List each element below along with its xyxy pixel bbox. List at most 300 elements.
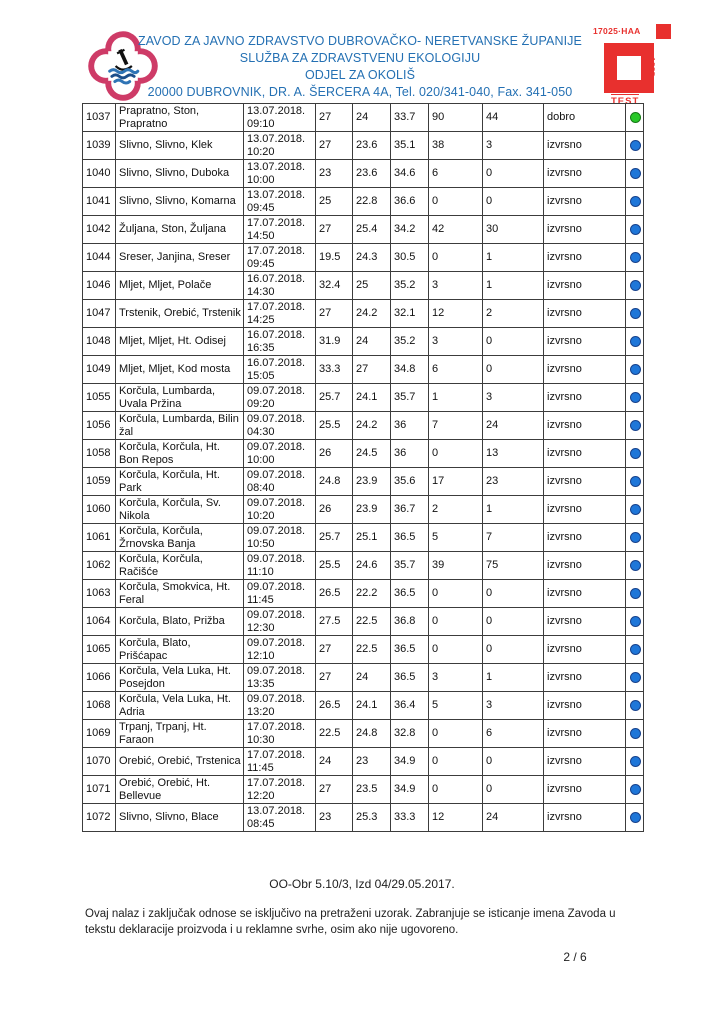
cell-location: Mljet, Mljet, Ht. Odisej [116, 328, 244, 356]
cell-value-4: 17 [429, 468, 483, 496]
sample-time: 10:00 [247, 453, 275, 466]
cell-value-3: 36.5 [391, 664, 429, 692]
table-row [83, 608, 644, 636]
cell-sample-id: 1044 [83, 244, 116, 272]
cell-sample-id: 1041 [83, 188, 116, 216]
cell-value-4: 0 [429, 748, 483, 776]
status-dot-icon [630, 224, 641, 235]
cell-location: Trstenik, Orebić, Trstenik [116, 300, 244, 328]
cell-value-2: 23 [353, 748, 391, 776]
status-dot-icon [630, 112, 641, 123]
table-row [83, 496, 644, 524]
sample-time: 12:30 [247, 621, 275, 634]
cell-value-4: 39 [429, 552, 483, 580]
cell-sample-id: 1071 [83, 776, 116, 804]
cell-value-3: 34.8 [391, 356, 429, 384]
cell-sample-id: 1072 [83, 804, 116, 832]
letterhead [110, 33, 610, 101]
cell-sample-id: 1061 [83, 524, 116, 552]
cell-status [626, 160, 644, 188]
sample-time: 09:45 [247, 257, 275, 270]
cell-value-2: 27 [353, 356, 391, 384]
sample-date: 16.07.2018. [247, 273, 306, 285]
cell-value-2: 25.3 [353, 804, 391, 832]
cell-sample-id: 1042 [83, 216, 116, 244]
cell-sample-id: 1048 [83, 328, 116, 356]
table-row [83, 580, 644, 608]
cell-datetime [244, 244, 316, 272]
institute-name: ZAVOD ZA JAVNO ZDRAVSTVO DUBROVAČKO- NERETVANSKE ŽUPANIJE [138, 34, 582, 48]
cell-value-4: 12 [429, 804, 483, 832]
status-dot-icon [630, 168, 641, 179]
cell-sample-id: 1039 [83, 132, 116, 160]
cell-location: Korčula, Korčula, Ht. Bon Repos [116, 440, 244, 468]
cell-rating: dobro [544, 104, 626, 132]
table-row [83, 384, 644, 412]
sample-time: 16:35 [247, 341, 275, 354]
table-row [83, 636, 644, 664]
cell-rating: izvrsno [544, 160, 626, 188]
cell-location: Mljet, Mljet, Polače [116, 272, 244, 300]
status-dot-icon [630, 616, 641, 627]
cell-datetime [244, 188, 316, 216]
sample-date: 09.07.2018. [247, 553, 306, 565]
cell-value-1: 27 [316, 636, 353, 664]
cell-value-2: 23.9 [353, 468, 391, 496]
table-row [83, 748, 644, 776]
cell-datetime [244, 440, 316, 468]
sample-time: 12:20 [247, 789, 275, 802]
table-row [83, 776, 644, 804]
sample-date: 09.07.2018. [247, 637, 306, 649]
cell-datetime [244, 748, 316, 776]
cell-sample-id: 1062 [83, 552, 116, 580]
cell-datetime [244, 524, 316, 552]
table-row [83, 804, 644, 832]
cell-datetime [244, 272, 316, 300]
table-row [83, 132, 644, 160]
cell-datetime [244, 328, 316, 356]
cell-value-5: 0 [483, 580, 544, 608]
cell-value-4: 3 [429, 272, 483, 300]
table-row [83, 552, 644, 580]
cell-sample-id: 1046 [83, 272, 116, 300]
cell-value-1: 25.7 [316, 384, 353, 412]
cell-rating: izvrsno [544, 272, 626, 300]
cell-value-2: 25 [353, 272, 391, 300]
cell-status [626, 132, 644, 160]
cell-value-4: 5 [429, 524, 483, 552]
cell-value-5: 7 [483, 524, 544, 552]
status-dot-icon [630, 476, 641, 487]
cell-sample-id: 1068 [83, 692, 116, 720]
accreditation-number: 17025·HAA [593, 26, 641, 36]
sample-date: 17.07.2018. [247, 301, 306, 313]
cell-value-3: 36.5 [391, 524, 429, 552]
cell-datetime [244, 636, 316, 664]
cell-location: Korčula, Vela Luka, Ht. Posejdon [116, 664, 244, 692]
sample-time: 11:45 [247, 761, 274, 774]
sample-time: 15:05 [247, 369, 275, 382]
cell-value-4: 38 [429, 132, 483, 160]
cell-rating: izvrsno [544, 664, 626, 692]
sample-date: 09.07.2018. [247, 693, 306, 705]
cell-value-1: 27 [316, 104, 353, 132]
cell-value-1: 31.9 [316, 328, 353, 356]
department-name: SLUŽBA ZA ZDRAVSTVENU EKOLOGIJU [239, 51, 481, 65]
cell-value-3: 34.2 [391, 216, 429, 244]
cell-value-2: 24 [353, 664, 391, 692]
table-row [83, 104, 644, 132]
cell-value-4: 5 [429, 692, 483, 720]
cell-value-1: 27 [316, 216, 353, 244]
cell-value-3: 34.9 [391, 748, 429, 776]
cell-location: Korčula, Blato, Prižba [116, 608, 244, 636]
table-row [83, 692, 644, 720]
results-table [82, 103, 644, 832]
cell-value-2: 22.2 [353, 580, 391, 608]
sample-date: 13.07.2018. [247, 105, 306, 117]
table-row [83, 664, 644, 692]
cell-status [626, 636, 644, 664]
cell-value-4: 0 [429, 720, 483, 748]
sample-date: 13.07.2018. [247, 133, 306, 145]
cell-value-3: 36 [391, 440, 429, 468]
cell-value-4: 0 [429, 608, 483, 636]
cell-location: Korčula, Lumbarda, Uvala Pržina [116, 384, 244, 412]
cell-value-5: 1 [483, 496, 544, 524]
cell-value-5: 0 [483, 608, 544, 636]
cell-datetime [244, 552, 316, 580]
cell-rating: izvrsno [544, 440, 626, 468]
cell-value-3: 36.4 [391, 692, 429, 720]
cell-datetime [244, 720, 316, 748]
cell-location: Orebić, Orebić, Trstenica [116, 748, 244, 776]
cell-value-3: 36.8 [391, 608, 429, 636]
cell-status [626, 580, 644, 608]
sample-time: 12:10 [247, 649, 275, 662]
cell-value-2: 22.5 [353, 608, 391, 636]
cell-status [626, 216, 644, 244]
cell-value-3: 32.8 [391, 720, 429, 748]
cell-value-4: 12 [429, 300, 483, 328]
cell-location: Slivno, Slivno, Duboka [116, 160, 244, 188]
cell-value-3: 30.5 [391, 244, 429, 272]
sample-time: 09:45 [247, 201, 275, 214]
cell-value-1: 32.4 [316, 272, 353, 300]
sample-date: 09.07.2018. [247, 413, 306, 425]
cell-status [626, 776, 644, 804]
cell-value-5: 3 [483, 384, 544, 412]
cell-sample-id: 1066 [83, 664, 116, 692]
cell-location: Korčula, Blato, Prišćapac [116, 636, 244, 664]
cell-value-5: 0 [483, 356, 544, 384]
cell-datetime [244, 160, 316, 188]
table-row [83, 244, 644, 272]
table-row [83, 524, 644, 552]
cell-value-3: 36.7 [391, 496, 429, 524]
table-row [83, 328, 644, 356]
sample-date: 09.07.2018. [247, 581, 306, 593]
cell-location: Slivno, Slivno, Komarna [116, 188, 244, 216]
sample-date: 09.07.2018. [247, 525, 306, 537]
cell-status [626, 524, 644, 552]
sample-date: 13.07.2018. [247, 161, 306, 173]
cell-value-1: 27 [316, 300, 353, 328]
table-row [83, 272, 644, 300]
cell-value-4: 0 [429, 440, 483, 468]
cell-value-2: 24 [353, 328, 391, 356]
cell-status [626, 664, 644, 692]
status-dot-icon [630, 812, 641, 823]
cell-rating: izvrsno [544, 300, 626, 328]
table-row [83, 300, 644, 328]
cell-datetime [244, 468, 316, 496]
status-dot-icon [630, 336, 641, 347]
cell-value-5: 3 [483, 132, 544, 160]
cell-value-2: 23.5 [353, 776, 391, 804]
cell-value-1: 26 [316, 440, 353, 468]
cell-value-1: 33.3 [316, 356, 353, 384]
cell-sample-id: 1070 [83, 748, 116, 776]
cell-datetime [244, 580, 316, 608]
cell-value-4: 6 [429, 356, 483, 384]
cell-value-1: 19.5 [316, 244, 353, 272]
sample-date: 16.07.2018. [247, 357, 306, 369]
cell-value-1: 25.5 [316, 552, 353, 580]
cell-value-4: 7 [429, 412, 483, 440]
cell-location: Sreser, Janjina, Sreser [116, 244, 244, 272]
status-dot-icon [630, 364, 641, 375]
cell-value-3: 36.5 [391, 636, 429, 664]
cell-status [626, 468, 644, 496]
cell-status [626, 608, 644, 636]
cell-rating: izvrsno [544, 496, 626, 524]
cell-value-1: 27 [316, 132, 353, 160]
sample-time: 11:45 [247, 593, 274, 606]
cell-value-3: 35.2 [391, 328, 429, 356]
cell-rating: izvrsno [544, 216, 626, 244]
cell-datetime [244, 216, 316, 244]
status-dot-icon [630, 700, 641, 711]
cell-value-4: 6 [429, 160, 483, 188]
status-dot-icon [630, 280, 641, 291]
results-table-body [83, 104, 644, 832]
sample-time: 10:20 [247, 509, 275, 522]
cell-value-5: 3 [483, 692, 544, 720]
cell-value-4: 0 [429, 244, 483, 272]
status-dot-icon [630, 448, 641, 459]
cell-value-3: 34.6 [391, 160, 429, 188]
cell-status [626, 804, 644, 832]
cell-value-3: 36 [391, 412, 429, 440]
cell-value-5: 2 [483, 300, 544, 328]
cell-value-4: 3 [429, 664, 483, 692]
cell-status [626, 412, 644, 440]
sample-date: 09.07.2018. [247, 665, 306, 677]
cell-value-2: 23.6 [353, 160, 391, 188]
cell-status [626, 748, 644, 776]
cell-value-5: 6 [483, 720, 544, 748]
cell-status [626, 496, 644, 524]
cell-status [626, 692, 644, 720]
cell-status [626, 328, 644, 356]
cell-status [626, 272, 644, 300]
cell-location: Korčula, Korčula, Račišće [116, 552, 244, 580]
cell-value-5: 44 [483, 104, 544, 132]
cell-datetime [244, 804, 316, 832]
cell-rating: izvrsno [544, 692, 626, 720]
sample-time: 11:10 [247, 565, 274, 578]
cell-value-3: 35.6 [391, 468, 429, 496]
division-name: ODJEL ZA OKOLIŠ [304, 68, 416, 82]
cell-value-4: 0 [429, 188, 483, 216]
cell-location: Korčula, Korčula, Sv. Nikola [116, 496, 244, 524]
cell-rating: izvrsno [544, 804, 626, 832]
cell-sample-id: 1049 [83, 356, 116, 384]
sample-date: 17.07.2018. [247, 217, 306, 229]
cell-datetime [244, 692, 316, 720]
cell-value-4: 0 [429, 636, 483, 664]
cell-value-4: 1 [429, 384, 483, 412]
cell-datetime [244, 356, 316, 384]
status-dot-icon [630, 588, 641, 599]
cell-value-1: 24.8 [316, 468, 353, 496]
cell-location: Slivno, Slivno, Klek [116, 132, 244, 160]
cell-value-2: 24.6 [353, 552, 391, 580]
cell-value-1: 27 [316, 664, 353, 692]
sample-time: 10:20 [247, 145, 275, 158]
status-dot-icon [630, 504, 641, 515]
status-dot-icon [630, 308, 641, 319]
cell-value-3: 33.7 [391, 104, 429, 132]
sample-date: 13.07.2018. [247, 805, 306, 817]
cell-value-2: 22.8 [353, 188, 391, 216]
sample-time: 13:20 [247, 705, 275, 718]
cell-value-1: 25.7 [316, 524, 353, 552]
cell-value-2: 24.2 [353, 412, 391, 440]
cell-value-5: 0 [483, 776, 544, 804]
cell-value-2: 24.3 [353, 244, 391, 272]
cell-value-1: 27.5 [316, 608, 353, 636]
cell-value-1: 25 [316, 188, 353, 216]
form-reference: OO-Obr 5.10/3, Izd 04/29.05.2017. [269, 877, 455, 891]
cell-value-3: 32.1 [391, 300, 429, 328]
cell-rating: izvrsno [544, 608, 626, 636]
sample-date: 09.07.2018. [247, 469, 306, 481]
accreditation-small-square-icon [656, 24, 671, 39]
cell-sample-id: 1055 [83, 384, 116, 412]
cell-value-5: 0 [483, 188, 544, 216]
sample-date: 17.07.2018. [247, 749, 306, 761]
cell-datetime [244, 664, 316, 692]
sample-date: 09.07.2018. [247, 497, 306, 509]
table-row [83, 720, 644, 748]
cell-rating: izvrsno [544, 132, 626, 160]
cell-location: Trpanj, Trpanj, Ht. Faraon [116, 720, 244, 748]
cell-value-5: 30 [483, 216, 544, 244]
sample-date: 17.07.2018. [247, 245, 306, 257]
cell-sample-id: 1069 [83, 720, 116, 748]
sample-time: 09:10 [247, 117, 275, 130]
sample-date: 17.07.2018. [247, 721, 306, 733]
cell-value-1: 27 [316, 776, 353, 804]
cell-datetime [244, 608, 316, 636]
cell-value-5: 0 [483, 160, 544, 188]
cell-datetime [244, 412, 316, 440]
cell-rating: izvrsno [544, 580, 626, 608]
sample-time: 13:35 [247, 677, 275, 690]
cell-location: Prapratno, Ston, Prapratno [116, 104, 244, 132]
sample-time: 14:30 [247, 285, 275, 298]
cell-value-1: 22.5 [316, 720, 353, 748]
cell-datetime [244, 496, 316, 524]
cell-rating: izvrsno [544, 244, 626, 272]
cell-sample-id: 1058 [83, 440, 116, 468]
sample-time: 08:40 [247, 481, 275, 494]
cell-value-2: 24.8 [353, 720, 391, 748]
cell-value-3: 33.3 [391, 804, 429, 832]
cell-value-1: 23 [316, 804, 353, 832]
cell-location: Orebić, Orebić, Ht. Bellevue [116, 776, 244, 804]
cell-value-5: 24 [483, 804, 544, 832]
cell-value-4: 3 [429, 328, 483, 356]
cell-status [626, 244, 644, 272]
cell-sample-id: 1037 [83, 104, 116, 132]
cell-value-5: 23 [483, 468, 544, 496]
cell-sample-id: 1056 [83, 412, 116, 440]
cell-value-5: 1 [483, 244, 544, 272]
cell-rating: izvrsno [544, 720, 626, 748]
sample-time: 10:50 [247, 537, 275, 550]
status-dot-icon [630, 672, 641, 683]
cell-location: Korčula, Lumbarda, Bilin žal [116, 412, 244, 440]
cell-value-3: 35.7 [391, 552, 429, 580]
sample-date: 13.07.2018. [247, 189, 306, 201]
cell-value-2: 23.6 [353, 132, 391, 160]
disclaimer-text: Ovaj nalaz i zaključak odnose se isključivo na pretraženi uzorak. Zabranjuje se isticanje imena Zavoda u tekstu deklaracije proizvoda i u reklamne svrhe, osim ako nije ugovoreno. [85, 908, 616, 936]
status-dot-icon [630, 560, 641, 571]
cell-status [626, 440, 644, 468]
cell-status [626, 384, 644, 412]
cell-rating: izvrsno [544, 748, 626, 776]
sample-date: 09.07.2018. [247, 385, 306, 397]
sample-time: 04:30 [247, 425, 275, 438]
accreditation-side-number: 1285 [647, 57, 656, 77]
cell-location: Korčula, Smokvica, Ht. Feral [116, 580, 244, 608]
cell-rating: izvrsno [544, 552, 626, 580]
status-dot-icon [630, 728, 641, 739]
cell-rating: izvrsno [544, 188, 626, 216]
cell-value-5: 75 [483, 552, 544, 580]
cell-datetime [244, 104, 316, 132]
cell-sample-id: 1047 [83, 300, 116, 328]
sample-time: 08:45 [247, 817, 275, 830]
cell-rating: izvrsno [544, 524, 626, 552]
table-row [83, 440, 644, 468]
sample-time: 10:30 [247, 733, 275, 746]
cell-value-1: 23 [316, 160, 353, 188]
table-row [83, 160, 644, 188]
cell-status [626, 720, 644, 748]
cell-sample-id: 1059 [83, 468, 116, 496]
cell-value-3: 36.5 [391, 580, 429, 608]
cell-status [626, 356, 644, 384]
cell-rating: izvrsno [544, 468, 626, 496]
page-number: 2 / 6 [563, 950, 587, 964]
cell-value-3: 34.9 [391, 776, 429, 804]
cell-value-4: 0 [429, 776, 483, 804]
